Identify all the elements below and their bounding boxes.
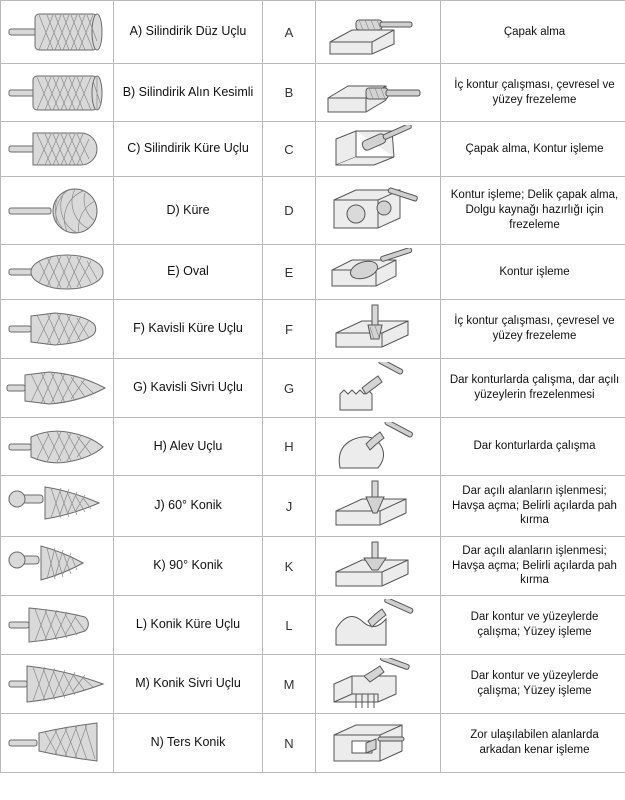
table-row: [1, 655, 625, 714]
application-cell: [316, 300, 441, 359]
table-body: [1, 1, 625, 773]
shape-cell: [1, 655, 114, 714]
application-cell: [316, 537, 441, 596]
table-row: [1, 245, 625, 300]
deburring-on-block-illustration-icon: [316, 3, 440, 61]
name-cell: [114, 537, 263, 596]
code-cell: [263, 418, 316, 476]
name-cell: [114, 245, 263, 300]
name-cell: [114, 122, 263, 177]
shape-cell: [1, 64, 114, 122]
code-cell: [263, 245, 316, 300]
table-row: [1, 714, 625, 773]
usage-label: Zor ulaşılabilen alanlarda arkadan kenar işleme: [470, 729, 599, 756]
countersink-illustration-icon: [316, 476, 440, 536]
table-row: [1, 300, 625, 359]
usage-cell: [441, 476, 625, 537]
burr-name-label: M) Konik Sivri Uçlu: [135, 676, 241, 691]
burr-code-label: G: [283, 380, 295, 396]
oval-contour-illustration-icon: [316, 245, 440, 299]
hole-deburring-illustration-icon: [316, 179, 440, 243]
usage-label: Kontur işleme: [499, 265, 570, 278]
burr-code-label: K: [284, 558, 294, 574]
finned-part-illustration-icon: [316, 655, 440, 713]
usage-label: İç kontur çalışması, çevresel ve yüzey frezeleme: [454, 315, 615, 342]
shape-cell: [1, 300, 114, 359]
burr-name-label: E) Oval: [167, 264, 209, 279]
usage-label: Dar açılı alanların işlenmesi; Havşa açma; Belirli açılarda pah kırma: [452, 484, 617, 527]
application-cell: [316, 359, 441, 418]
usage-cell: [441, 359, 625, 418]
table-row: [1, 476, 625, 537]
code-cell: [263, 359, 316, 418]
usage-label: Dar açılı alanların işlenmesi; Havşa açma; Belirli açılarda pah kırma: [452, 544, 617, 587]
burr-name-label: C) Silindirik Küre Uçlu: [127, 141, 249, 156]
application-cell: [316, 122, 441, 177]
gear-teeth-illustration-icon: [316, 359, 440, 417]
application-cell: [316, 177, 441, 245]
back-edge-illustration-icon: [316, 714, 440, 772]
name-cell: [114, 1, 263, 64]
cylindrical-ball-nose-burr-icon: [1, 123, 113, 175]
code-cell: [263, 655, 316, 714]
burr-code-label: L: [285, 617, 293, 633]
table-row: [1, 122, 625, 177]
usage-cell: [441, 300, 625, 359]
application-cell: [316, 418, 441, 476]
usage-cell: [441, 1, 625, 64]
code-cell: [263, 596, 316, 655]
code-cell: [263, 177, 316, 245]
burr-code-label: N: [284, 735, 294, 751]
tree-radius-end-burr-icon: [1, 301, 113, 357]
application-cell: [316, 245, 441, 300]
burr-name-label: F) Kavisli Küre Uçlu: [133, 321, 243, 336]
usage-cell: [441, 418, 625, 476]
usage-label: Dar konturlarda çalışma, dar açılı yüzeylerin frezelenmesi: [449, 374, 620, 401]
burr-name-label: N) Ters Konik: [150, 735, 226, 750]
burr-code-label: C: [284, 141, 294, 157]
shape-cell: [1, 359, 114, 418]
cone-90-degree-burr-icon: [1, 539, 113, 593]
code-cell: [263, 64, 316, 122]
shape-cell: [1, 177, 114, 245]
usage-label: Dar kontur ve yüzeylerde çalışma; Yüzey işleme: [470, 670, 599, 697]
cylindrical-plain-end-burr-icon: [1, 4, 113, 60]
conical-pointed-burr-icon: [1, 657, 113, 711]
table-row: [1, 537, 625, 596]
usage-cell: [441, 655, 625, 714]
cone-60-degree-burr-icon: [1, 478, 113, 534]
burr-code-label: J: [285, 498, 293, 514]
name-cell: [114, 655, 263, 714]
application-cell: [316, 714, 441, 773]
shape-cell: [1, 714, 114, 773]
name-cell: [114, 64, 263, 122]
name-cell: [114, 714, 263, 773]
application-cell: [316, 655, 441, 714]
name-cell: [114, 359, 263, 418]
usage-label: Çapak alma, Kontur işleme: [465, 142, 604, 155]
usage-label: Çapak alma: [503, 25, 566, 38]
internal-contour-illustration-icon: [316, 300, 440, 358]
table-row: [1, 596, 625, 655]
application-cell: [316, 596, 441, 655]
usage-label: İç kontur çalışması, çevresel ve yüzey frezeleme: [454, 78, 615, 106]
shape-cell: [1, 596, 114, 655]
usage-cell: [441, 537, 625, 596]
conical-ball-nose-burr-icon: [1, 598, 113, 652]
contour-edge-illustration-icon: [316, 122, 440, 176]
chamfer-illustration-icon: [316, 537, 440, 595]
burr-name-label: A) Silindirik Düz Uçlu: [129, 24, 247, 39]
burr-name-label: D) Küre: [166, 202, 210, 217]
usage-cell: [441, 714, 625, 773]
burr-code-label: H: [284, 439, 294, 454]
usage-cell: [441, 122, 625, 177]
name-cell: [114, 300, 263, 359]
code-cell: [263, 1, 316, 64]
oval-burr-icon: [1, 246, 113, 298]
table-row: [1, 64, 625, 122]
application-cell: [316, 64, 441, 122]
code-cell: [263, 122, 316, 177]
shape-cell: [1, 418, 114, 476]
table-row: [1, 177, 625, 245]
cylindrical-end-cut-burr-icon: [1, 66, 113, 120]
burr-code-label: E: [284, 264, 294, 280]
burr-name-label: H) Alev Uçlu: [153, 438, 223, 453]
tree-pointed-end-burr-icon: [1, 360, 113, 416]
burr-code-label: B: [284, 85, 294, 100]
application-cell: [316, 476, 441, 537]
application-cell: [316, 1, 441, 64]
name-cell: [114, 476, 263, 537]
burr-code-label: A: [284, 24, 294, 40]
usage-cell: [441, 177, 625, 245]
burr-code-label: M: [283, 676, 295, 692]
shape-cell: [1, 476, 114, 537]
code-cell: [263, 300, 316, 359]
face-milling-on-block-illustration-icon: [316, 65, 440, 121]
table-row: [1, 359, 625, 418]
burr-name-label: G) Kavisli Sivri Uçlu: [133, 380, 243, 395]
narrow-contour-illustration-icon: [316, 419, 440, 475]
shape-cell: [1, 122, 114, 177]
usage-cell: [441, 245, 625, 300]
code-cell: [263, 476, 316, 537]
burr-name-label: K) 90° Konik: [153, 558, 223, 573]
code-cell: [263, 714, 316, 773]
usage-cell: [441, 596, 625, 655]
burr-name-label: J) 60° Konik: [154, 498, 222, 513]
usage-cell: [441, 64, 625, 122]
shape-cell: [1, 245, 114, 300]
usage-label: Kontur işleme; Delik çapak alma, Dolgu kaynağı hazırlığı için frezeleme: [450, 189, 619, 231]
shape-cell: [1, 1, 114, 64]
burr-code-label: F: [285, 321, 293, 337]
usage-label: Dar kontur ve yüzeylerde çalışma; Yüzey işleme: [470, 611, 599, 638]
code-cell: [263, 537, 316, 596]
table-row: [1, 1, 625, 64]
burr-name-label: L) Konik Küre Uçlu: [135, 617, 241, 632]
burr-code-label: D: [284, 203, 294, 218]
burr-name-label: B) Silindirik Alın Kesimli: [122, 84, 254, 99]
flame-burr-icon: [1, 420, 113, 474]
curved-surface-illustration-icon: [316, 596, 440, 654]
name-cell: [114, 177, 263, 245]
name-cell: [114, 418, 263, 476]
table-row: [1, 418, 625, 476]
ball-burr-icon: [1, 180, 113, 242]
usage-label: Dar konturlarda çalışma: [473, 440, 596, 453]
inverted-cone-burr-icon: [1, 716, 113, 770]
shape-cell: [1, 537, 114, 596]
name-cell: [114, 596, 263, 655]
